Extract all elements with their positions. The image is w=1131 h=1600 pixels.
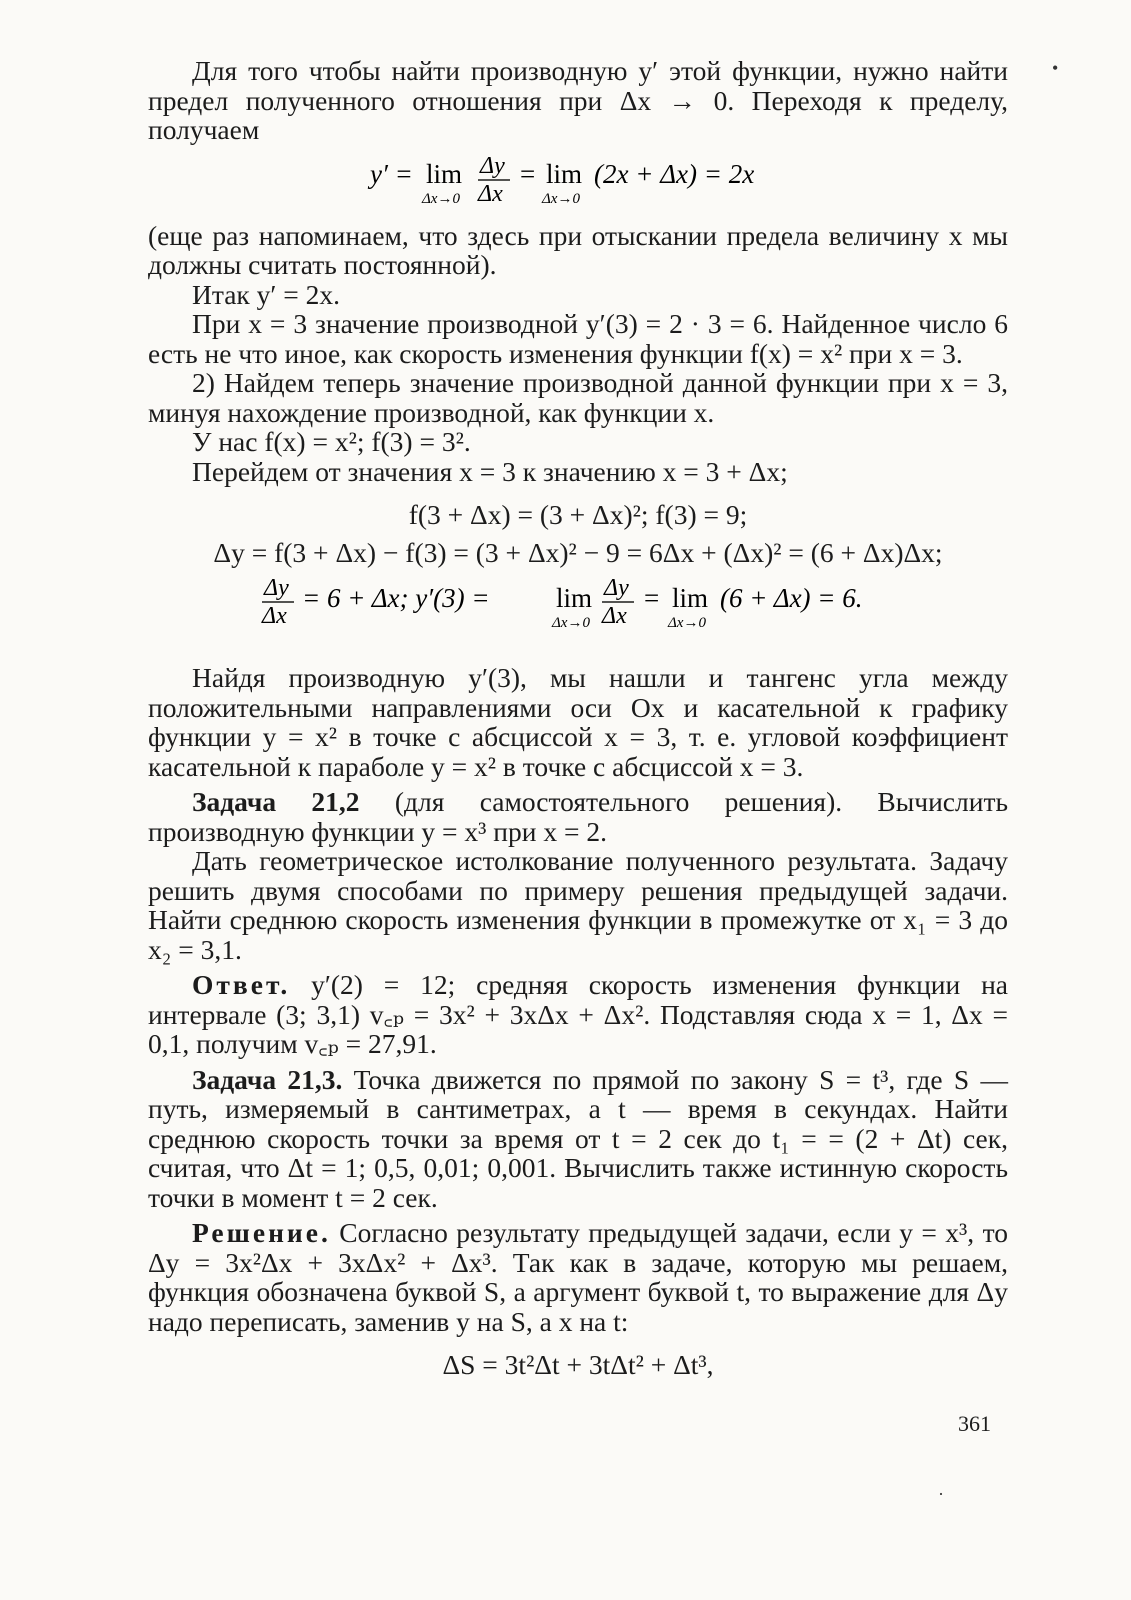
answer-text: y′(2) = 12; средняя скорость изменения функции на интервале (3; 3,1) v꜀ₚ = 3x² + 3xΔx + Δx². Подставляя сюда x = 1, Δx = 0,1, получим v꜀ₚ = 27,91. [148,969,1008,1059]
paragraph: 2) Найдем теперь значение производной данной функции при x = 3, минуя нахождение производной, как функции x. [148,367,1008,428]
equals-sign: = [520,158,536,189]
fraction-denominator: Δx [478,180,503,207]
lim-subscript: Δx→0 [422,190,460,207]
formula-derivative-at-3-svg [148,577,1008,629]
paragraph: Найдя производную y′(3), мы нашли и тангенс угла между положительными направлениями оси Ox и касательной к графику функции y = x² в точке с абсциссой x = 3, т. е. угловой коэффициент касательной к параболе y = x² в точке с абсциссой x = 3. [148,662,1008,782]
problem-statement [148,1065,1008,1213]
scan-speck: • [1052,58,1059,78]
formula-function-values: f(3 + Δx) = (3 + Δx)²; f(3) = 9; [408,499,748,530]
paragraph: Перейдем от значения x = 3 к значению x = 3 + Δx; [192,455,788,487]
lim-word: lim [556,583,593,613]
page-number: 361 [958,1411,991,1436]
fraction-denominator: Δx [602,603,627,629]
formula-rhs: (6 + Δx) = 6. [720,583,863,613]
formula-derivative-at-3 [148,577,1008,629]
paragraph: При x = 3 значение производной y′(3) = 2 · 3 = 6. Найденное число 6 есть не что иное, как скорость изменения функции f(x) = x² при x = 3. [148,308,1008,369]
formula-part: = 6 + Δx; y′(3) = [302,583,490,613]
paragraph: (еще раз напоминаем, что здесь при отыскании предела величину x мы должны считать постоянной). [148,219,1008,280]
problem-label: Задача 21,3. [192,1063,343,1095]
lim-subscript: Δx→0 [552,615,590,629]
problem-label: Задача 21,2 [192,786,360,817]
problem-text: Точка движется по прямой по закону S = t³, где S — путь, измеряемый в сантиметрах, а t — время в секундах. Найти среднюю скорость точки за время от t = 2 сек до t₁ = = (2 + Δt) сек, считая, что Δt = 1; 0,5, 0,01; 0,001. Вычислить также истинную скорость точки в момент t = 2 сек. [148,1063,1008,1213]
fraction-numerator: Δy [264,577,289,601]
formula-lhs: y′ = [370,158,413,189]
lim-word: lim [426,158,463,189]
paragraph: Итак y′ = 2x. [192,278,341,310]
formula-increment: Δy = f(3 + Δx) − f(3) = (3 + Δx)² − 9 = 6Δx + (Δx)² = (6 + Δx)Δx; [213,536,943,568]
paragraph: У нас f(x) = x²; f(3) = 3². [192,426,471,457]
paragraph: Для того чтобы найти производную y′ этой функции, нужно найти предел полученного отношения при Δx → 0. Переходя к пределу, получаем [148,55,1008,145]
lim-subscript: Δx→0 [542,190,580,207]
formula-derivative-limit-svg [148,155,1008,207]
lim-word: lim [672,583,709,613]
formula-rhs: (2x + Δx) = 2x [594,158,755,189]
formula-derivative-limit [148,155,1008,207]
solution-label: Решение. [192,1217,331,1248]
page-body [148,56,1008,1380]
answer-label: Ответ. [192,969,291,1000]
paragraph: Дать геометрическое истолкование полученного результата. Задачу решить двумя способами по примеру решения предыдущей задачи. Найти среднюю скорость изменения функции в промежутке от x₁ = 3 до x₂ = 3,1. [148,845,1008,965]
answer-paragraph [148,970,1008,1059]
fraction-numerator: Δy [480,154,505,179]
solution-text: Согласно результату предыдущей задачи, если y = x³, то Δy = 3x²Δx + 3xΔx² + Δx³. Так как в задаче, которую мы решаем, функция обозначена буквой S, а аргумент буквой t, то выражение для Δy надо переписать, заменив y на S, а x на t: [148,1217,1008,1337]
lim-subscript: Δx→0 [668,615,706,629]
fraction-numerator: Δy [604,577,629,601]
scan-speck: · [938,1484,944,1504]
lim-word: lim [546,158,583,189]
problem-statement [148,787,1008,846]
solution-paragraph [148,1218,1008,1336]
formula-path-increment: ΔS = 3t²Δt + 3tΔt² + Δt³, [442,1349,714,1380]
fraction-denominator: Δx [262,603,287,629]
problem-text: (для самостоятельного решения). Вычислить производную функции y = x³ при x = 2. [148,786,1008,847]
equals-sign: = [644,583,660,613]
